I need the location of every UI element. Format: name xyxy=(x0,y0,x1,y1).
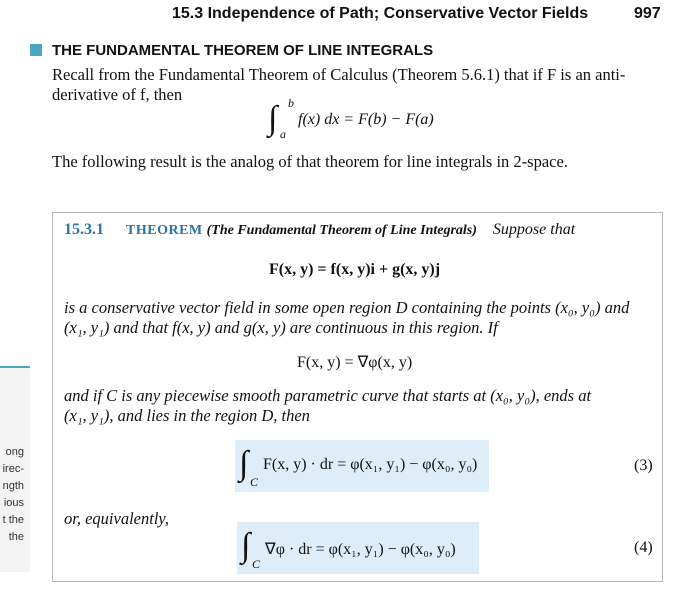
theorem-text-1-line-2: (x₁, y₁) and that f(x, y) and g(x, y) are continuous in this region. If xyxy=(64,318,498,337)
page-number: 997 xyxy=(634,5,661,22)
theorem-label: THEOREM xyxy=(126,223,203,238)
equation-4-lower-limit: C xyxy=(252,557,261,571)
section-heading: THE FUNDAMENTAL THEOREM OF LINE INTEGRALS xyxy=(52,42,434,59)
field-equation: F(x, y) = f(x, y)i + g(x, y)j xyxy=(269,261,441,278)
theorem-text-2-line-2: (x₁, y₁), and lies in the region D, then xyxy=(64,406,310,425)
intro-line-1: Recall from the Fundamental Theorem of Calculus (Theorem 5.6.1) that if F is an anti- xyxy=(52,65,626,84)
equation-3-highlight xyxy=(235,440,489,492)
ftc-upper-limit: b xyxy=(288,96,294,110)
margin-fragment: ong xyxy=(5,446,24,458)
equation-4-tag: (4) xyxy=(634,539,653,556)
equation-3-lower-limit: C xyxy=(250,475,259,489)
section-marker-square xyxy=(30,44,42,56)
equation-4-highlight xyxy=(237,522,479,574)
gradient-equation: F(x, y) = ∇φ(x, y) xyxy=(297,354,413,371)
theorem-text-2-line-1: and if C is any piecewise smooth parametric curve that starts at (x₀, y₀), ends at xyxy=(64,386,592,405)
running-header-title: 15.3 Independence of Path; Conservative Vector Fields xyxy=(172,5,589,22)
theorem-suppose: Suppose that xyxy=(492,221,576,238)
margin-fragment: the xyxy=(8,531,24,543)
theorem-number: 15.3.1 xyxy=(64,221,104,238)
margin-fragment: irec- xyxy=(2,463,24,475)
integral-sign: ∫ xyxy=(268,100,278,137)
equation-4-expression: ∇φ · dr = φ(x₁, y₁) − φ(x₀, y₀) xyxy=(265,541,456,558)
equivalently-text: or, equivalently, xyxy=(64,509,169,528)
ftc-equation xyxy=(268,96,468,141)
theorem-title xyxy=(64,221,575,239)
line-integral-sign: ∫ xyxy=(239,445,249,482)
theorem-name: (The Fundamental Theorem of Line Integrals) xyxy=(206,223,477,238)
ftc-lower-limit: a xyxy=(280,127,286,141)
margin-fragment: t the xyxy=(2,514,24,526)
intro-line-2: derivative of f, then xyxy=(52,85,183,104)
line-integral-sign: ∫ xyxy=(241,527,251,564)
equation-3-expression: F(x, y) · dr = φ(x₁, y₁) − φ(x₀, y₀) xyxy=(263,456,478,473)
ftc-expression: f(x) dx = F(b) − F(a) xyxy=(298,111,434,128)
margin-fragment: ious xyxy=(3,497,24,509)
equation-3-tag: (3) xyxy=(634,457,653,474)
margin-fragment: ngth xyxy=(2,480,24,492)
theorem-text-1-line-1: is a conservative vector field in some open region D containing the points (x₀, y₀) and xyxy=(64,298,630,317)
intro-after: The following result is the analog of that theorem for line integrals in 2-space. xyxy=(52,152,568,171)
